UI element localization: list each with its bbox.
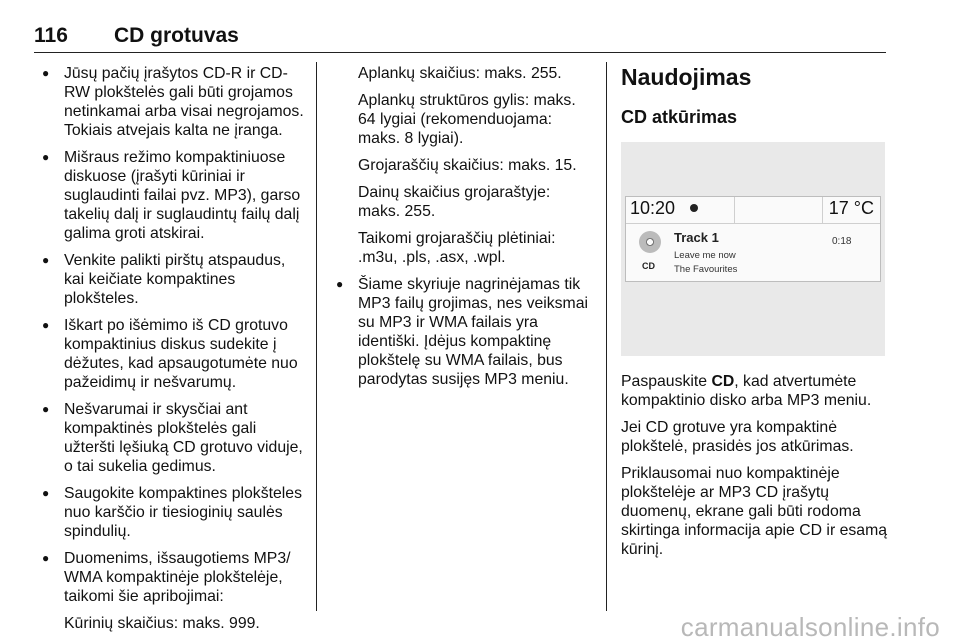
list-item: ● Iškart po išėmimo iš CD grotuvo kompaktinius diskus sudekite į dėžutes, kad apsaugotumėte nuo pažeidimų ir nešvarumų.: [40, 316, 305, 392]
column-1: [40, 64, 305, 641]
instruction-text: , kad atvertumėte kompaktinio disko arba MP3 meniu.: [621, 373, 872, 409]
playlists-limit: Grojaraščių skaičius: maks. 15.: [358, 157, 577, 174]
folders-limit: Aplankų skaičius: maks. 255.: [358, 65, 562, 82]
column-3: [621, 64, 891, 567]
display-illustration: [621, 142, 885, 356]
playback-paragraph: Jei CD grotuve yra kompaktinė plokštelė, prasidės jos atkūrimas.: [621, 419, 854, 455]
elapsed-time: 0:18: [832, 236, 852, 247]
column-2: [334, 64, 596, 397]
list-item: ● Saugokite kompaktines plokšteles nuo karščio ir tiesioginių saulės spindulių.: [40, 484, 305, 541]
list-item: ● Mišraus režimo kompaktiniuose diskuose (įrašyti kūriniai ir suglaudinti failai pvz. MP3), garso takelių dalį ir suglaudintų failų dalį galima groti atskirai.: [40, 148, 305, 243]
disc-indicator-icon: [690, 204, 698, 212]
list-item: ● Jūsų pačių įrašytos CD-R ir CD-RW plokštelės gali būti grojamos netinkamai arba visai negrojamos. Tokiais atvejais kalta ne įranga.: [40, 64, 305, 140]
source-label: CD: [642, 261, 655, 271]
page-number: 116: [34, 24, 68, 47]
clock-time: 10:20: [630, 198, 676, 218]
page-header: [34, 22, 886, 53]
track-title: Track 1: [674, 230, 719, 245]
subsection-heading: CD atkūrimas: [621, 107, 738, 127]
artist-name: The Favourites: [674, 264, 738, 275]
status-divider: [822, 197, 823, 223]
section-heading: Naudojimas: [621, 64, 752, 90]
column-divider-2: [606, 62, 607, 611]
column-divider-1: [316, 62, 317, 611]
display-screen: [625, 196, 881, 282]
cd-icon: [639, 231, 661, 253]
cd-button-label: CD: [711, 373, 735, 390]
list-item: ● Šiame skyriuje nagrinėjamas tik MP3 failų grojimas, nes veiksmai su MP3 ir WMA failais yra identiški. Įdėjus kompaktinę plokštelę su WMA failais, bus parodytas susijęs MP3 meniu.: [334, 275, 596, 389]
chapter-title: CD grotuvas: [114, 24, 239, 47]
songs-per-playlist: Dainų skaičius grojaraštyje: maks. 255.: [358, 184, 551, 220]
watermark: carmanualsonline.info: [680, 612, 940, 642]
status-divider: [734, 197, 735, 223]
depth-limit: Aplankų struktūros gylis: maks. 64 lygiai (rekomenduojama: maks. 8 lygiai).: [358, 92, 576, 147]
temperature: 17 °C: [828, 198, 874, 218]
track-name: Leave me now: [674, 250, 736, 261]
instruction-text: Paspauskite: [621, 373, 712, 390]
instruction-paragraph: [621, 372, 891, 410]
status-bar-divider: [626, 223, 880, 224]
tracks-limit: Kūrinių skaičius: maks. 999.: [64, 615, 260, 632]
playlist-extensions: Taikomi grojaraščių plėtiniai: .m3u, .pls, .asx, .wpl.: [358, 230, 556, 266]
info-paragraph: Priklausomai nuo kompaktinėje plokštelėje ar MP3 CD įrašytų duomenų, ekrane gali būti rodoma skirtinga informacija apie CD ir esamą kūrinį.: [621, 465, 888, 558]
list-item: ● Nešvarumai ir skysčiai ant kompaktinės plokštelės gali užteršti lęšiuką CD grotuvo viduje, o tai sukelia gedimus.: [40, 400, 305, 476]
list-item: ● Venkite palikti pirštų atspaudus, kai keičiate kompaktines plokšteles.: [40, 251, 305, 308]
list-item: ● Duomenims, išsaugotiems MP3/ WMA kompaktinėje plokštelėje, taikomi šie apribojimai:: [40, 549, 305, 606]
